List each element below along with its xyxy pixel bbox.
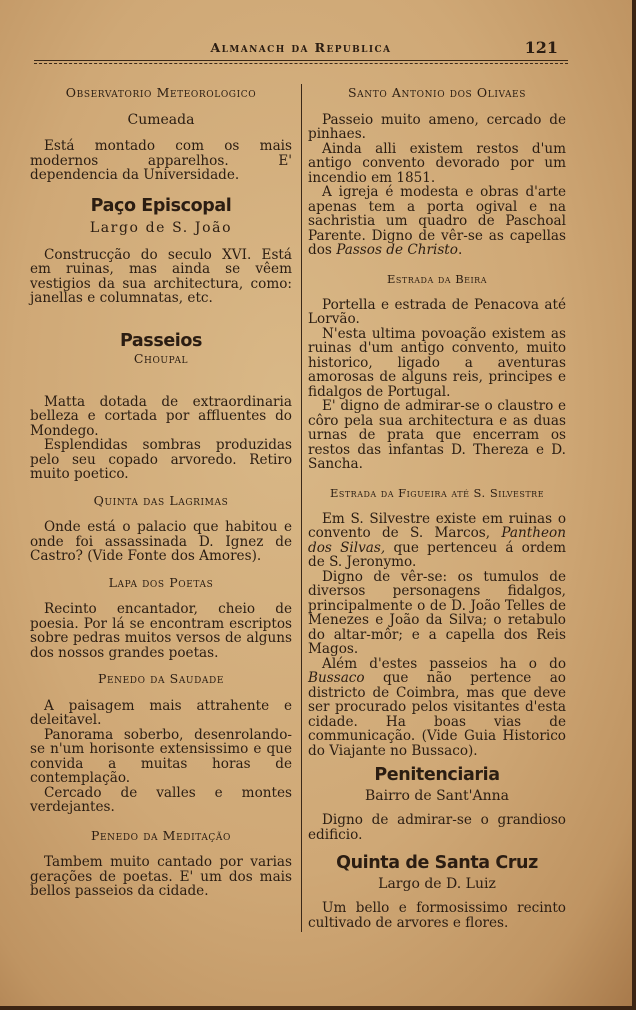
paragraph-beira-1: Portella e estrada de Penacova até Lorvão. [308, 296, 566, 327]
paragraph-saudade-2: Panorama soberbo, desenrolando-se n'um horisonte extensissimo e que convida a muitas horas de contemplação. [30, 726, 292, 786]
header-title: Almanach da Republica [210, 40, 392, 55]
heading-quinta-santa-cruz: Quinta de Santa Cruz [336, 853, 538, 873]
header-rule [34, 60, 568, 61]
paragraph-figueira-2: Digno de vêr-se: os tumulos de diversos personagens fidalgos, principalmente o de D. João Telles de Menezes e João da Silva; o retabulo do altar-môr; e a capella dos Reis Magos. [308, 568, 566, 657]
header-rule-dashed [34, 63, 568, 64]
paragraph-beira-3: E' digno de admirar-se o claustro e côro pela sua architectura e as duas urnas de prata que encerram os restos das infantas D. Thereza e D. Sancha. [308, 398, 566, 472]
paragraph-paco: Construcção do seculo XVI. Está em ruinas, mas ainda se vêem vestigios da sua architectura, como: janellas e columnatas, etc. [30, 246, 292, 306]
paragraph-observatorio: Está montado com os mais modernos apparelhos. E' dependencia da Universidade. [30, 138, 292, 183]
paragraph-santa-cruz: Um bello e formosissimo recinto cultivado de arvores e flores. [308, 900, 566, 931]
paragraph-meditacao: Tambem muito cantado por varias gerações de poetas. E' um dos mais bellos passeios da cidade. [30, 854, 292, 899]
bussaco-text-b: que não pertence ao districto de Coimbra, mas que deve ser procurado pelos visitantes d'esta cidade. Ha boas vias de communicação. (Vide Guia Historico do Viajante no Bussaco). [308, 670, 566, 759]
left-column [30, 82, 292, 899]
paragraph-saudade-1: A paisagem mais attrahente e deleitavel. [30, 697, 292, 728]
heading-penitenciaria: Penitenciaria [374, 765, 500, 785]
heading-passeios: Passeios [119, 330, 203, 351]
section-title-observatorio: Observatorio Meteorologico [65, 85, 257, 100]
section-title-estrada-figueira: Estrada da Figueira até S. Silvestre [329, 485, 545, 500]
paragraph-choupal-1: Matta dotada de extraordinaria belleza e cortada por affluentes do Mondego. [30, 393, 292, 439]
column-divider [301, 84, 302, 932]
subtitle-cumeada: Cumeada [127, 111, 195, 128]
figueira-text-b: que pertenceu á ordem de S. Jeronymo. [308, 539, 566, 570]
section-title-lapa-poetas: Lapa dos Poetas [108, 574, 214, 590]
section-title-choupal: Choupal [133, 351, 189, 366]
running-header [36, 40, 566, 62]
paragraph-figueira-1 [308, 512, 566, 570]
paragraph-penitenciaria: Digno de admirar-se o grandioso edificio. [308, 812, 566, 843]
paragraph-santo-antonio-2: Ainda alli existem restos d'um antigo convento devorado por um incendio em 1851. [308, 140, 566, 186]
paragraph-beira-2: N'esta ultima povoação existem as ruinas d'um antigo convento, muito historico, ligado a aventuras amorosas de alguns reis, principes e fidalgos de Portugal. [308, 325, 566, 400]
page-number: 121 [524, 38, 558, 57]
paragraph-lapa-poetas: Recinto encantador, cheio de poesia. Por lá se encontram escriptos sobre pedras muitos versos de alguns dos nossos grandes poetas. [30, 601, 292, 661]
heading-paco-episcopal: Paço Episcopal [90, 195, 232, 216]
paragraph-quinta-lagrimas: Onde está o palacio que habitou e onde foi assassinada D. Ignez de Castro? (Vide Fonte dos Amores). [30, 519, 292, 564]
paragraph-saudade-3: Cercado de valles e montes verdejantes. [30, 784, 292, 815]
santo-text-italic: Passos de Christo [336, 242, 458, 258]
santo-text-b: . [457, 242, 463, 258]
section-title-quinta-lagrimas: Quinta das Lagrimas [93, 492, 229, 508]
paragraph-figueira-3 [308, 657, 566, 759]
bussaco-text-italic: Bussaco [308, 670, 365, 686]
subtitle-bairro-santanna: Bairro de Sant'Anna [365, 787, 509, 804]
right-column [308, 82, 566, 930]
section-title-santo-antonio: Santo Antonio dos Olivaes [348, 85, 526, 100]
section-title-penedo-saudade: Penedo da Saudade [97, 671, 225, 686]
paragraph-choupal-2: Esplendidas sombras produzidas pelo seu copado arvoredo. Retiro muito poetico. [30, 437, 292, 482]
santo-text-a: A igreja é modesta e obras d'arte apenas tem a porta ogival e na sachristia um quadro de Paschoal Parente. Digno de vêr-se as capellas dos [308, 184, 566, 258]
section-title-penedo-meditacao: Penedo da Meditação [91, 827, 231, 843]
section-title-estrada-beira: Estrada da Beira [387, 271, 487, 286]
subtitle-largo-sao-joao: Largo de S. João [89, 220, 233, 236]
bussaco-text-a: Além d'estes passeios ha o do [322, 655, 566, 672]
paragraph-santo-antonio-1: Passeio muito ameno, cercado de pinhaes. [308, 111, 566, 142]
figueira-text-italic: Pantheon dos Silvas, [308, 525, 566, 556]
figueira-text-a: Em S. Silvestre existe em ruinas o convento de S. Marcos, [308, 510, 566, 541]
paragraph-santo-antonio-3 [308, 185, 566, 258]
subtitle-largo-d-luiz: Largo de D. Luiz [378, 875, 496, 892]
